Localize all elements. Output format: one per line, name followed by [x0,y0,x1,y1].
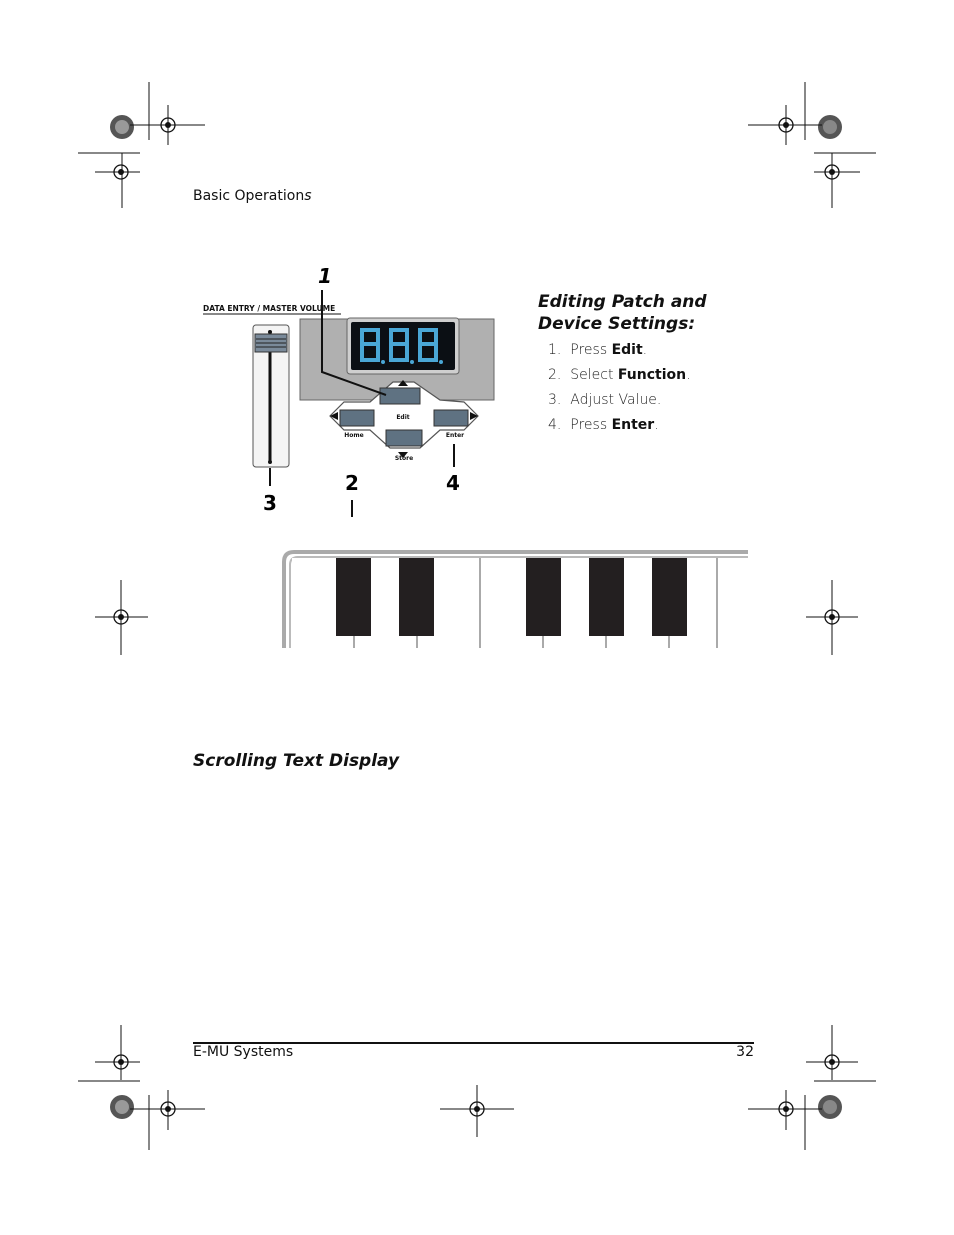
home-button[interactable] [340,410,374,426]
steps-list [548,340,691,440]
volume-slider[interactable] [253,325,289,467]
list-item: 2. Select Function. [548,367,691,383]
home-button-label: Home [344,432,364,439]
list-item: 1. Press Edit. [548,342,648,358]
list-item: 4. Press Enter. [548,417,659,433]
black-key [652,558,687,636]
page-number: 32 [736,1044,754,1060]
callout-4: 4 [446,471,460,495]
store-button-label: Store [394,455,414,462]
footer-company: E-MU Systems [193,1044,294,1060]
steps-title: Editing Patch and Device Settings: [538,292,707,334]
enter-button[interactable] [434,410,468,426]
callout-2: 2 [345,471,359,495]
slider-handle[interactable] [255,334,287,352]
running-header [193,188,311,204]
crosshair-icon [748,82,876,208]
keyboard-illustration [282,548,750,650]
edit-button[interactable] [380,388,420,404]
crosshair-icon [440,1085,514,1137]
crosshair-icon [95,580,148,655]
crosshair-icon [78,82,205,208]
black-key [526,558,561,636]
running-header-tail: s [304,188,312,204]
front-panel-illustration [195,260,505,522]
black-key [589,558,624,636]
crosshair-icon [78,1025,205,1150]
led-display [347,318,459,374]
store-button[interactable] [386,430,422,446]
list-item: 3. Adjust Value. [548,392,662,408]
edit-button-label: Edit [396,414,410,421]
callout-3: 3 [263,491,277,515]
section-heading: Scrolling Text Display [193,751,400,771]
black-key [336,558,371,636]
slider-label: DATA ENTRY / MASTER VOLUME [203,304,336,313]
running-header-text: Basic Operation [193,188,305,204]
enter-button-label: Enter [445,432,465,439]
crosshair-icon [748,1025,876,1150]
crosshair-icon [806,580,858,655]
callout-1: 1 [318,264,332,288]
black-key [399,558,434,636]
